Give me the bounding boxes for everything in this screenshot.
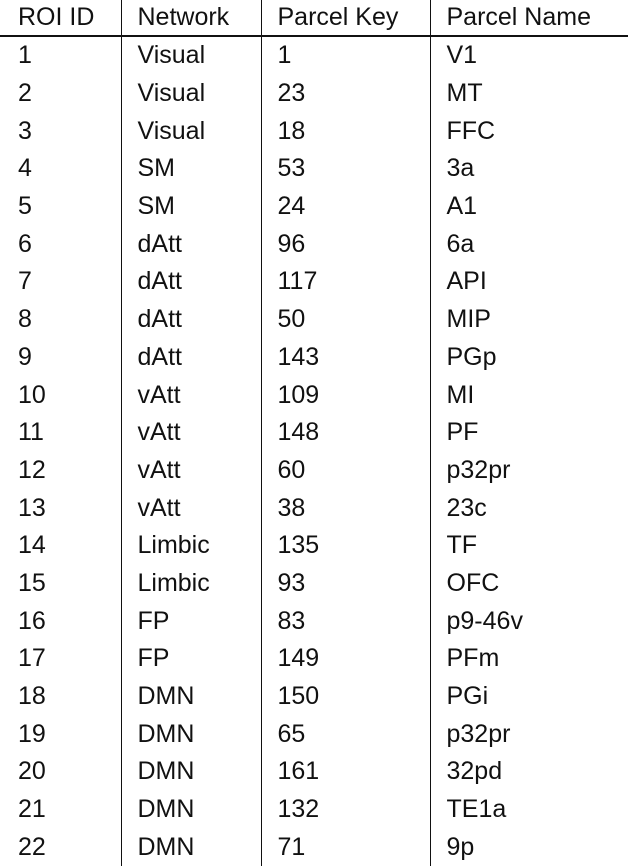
cell-parcel-name: MI xyxy=(430,376,628,414)
cell-roi-id: 13 xyxy=(18,493,46,522)
cell-parcel-key: 71 xyxy=(261,828,430,866)
cell-parcel-key: 50 xyxy=(261,301,430,339)
cell-network: Visual xyxy=(121,112,261,150)
cell-roi-id: 11 xyxy=(18,418,44,447)
cell-roi-id: 20 xyxy=(18,757,46,786)
cell-network: dAtt xyxy=(121,301,261,339)
cell-parcel-name: PF xyxy=(430,414,628,452)
table-row xyxy=(0,225,628,263)
table-row xyxy=(0,791,628,829)
table-row xyxy=(0,263,628,301)
cell-parcel-name: TE1a xyxy=(430,791,628,829)
cell-parcel-key: 53 xyxy=(261,150,430,188)
cell-parcel-name: MIP xyxy=(430,301,628,339)
cell-parcel-key: 60 xyxy=(261,452,430,490)
cell-parcel-key: 23 xyxy=(261,75,430,113)
cell-roi-id: 5 xyxy=(18,192,32,221)
cell-roi-id: 4 xyxy=(18,154,32,183)
table-row xyxy=(0,753,628,791)
cell-parcel-name: 9p xyxy=(430,828,628,866)
cell-parcel-name: MT xyxy=(430,75,628,113)
table-row xyxy=(0,452,628,490)
cell-parcel-name: V1 xyxy=(430,36,628,75)
cell-roi-id: 16 xyxy=(18,606,46,635)
cell-network: DMN xyxy=(121,715,261,753)
table-row xyxy=(0,36,628,75)
cell-network: Limbic xyxy=(121,565,261,603)
cell-parcel-key: 18 xyxy=(261,112,430,150)
cell-network: Visual xyxy=(121,36,261,75)
cell-parcel-name: 3a xyxy=(430,150,628,188)
table-row xyxy=(0,640,628,678)
cell-parcel-key: 143 xyxy=(261,339,430,377)
cell-network: DMN xyxy=(121,753,261,791)
cell-network: dAtt xyxy=(121,225,261,263)
cell-network: SM xyxy=(121,150,261,188)
cell-parcel-key: 132 xyxy=(261,791,430,829)
cell-parcel-key: 65 xyxy=(261,715,430,753)
cell-roi-id: 14 xyxy=(18,531,46,560)
cell-roi-id: 9 xyxy=(18,342,32,371)
table-row xyxy=(0,527,628,565)
cell-network: vAtt xyxy=(121,489,261,527)
header-parcel-key: Parcel Key xyxy=(261,0,430,36)
cell-parcel-key: 148 xyxy=(261,414,430,452)
cell-roi-id: 15 xyxy=(18,568,46,597)
cell-network: vAtt xyxy=(121,414,261,452)
header-row xyxy=(0,0,628,36)
cell-parcel-name: 23c xyxy=(430,489,628,527)
cell-roi-id: 19 xyxy=(18,719,46,748)
cell-network: FP xyxy=(121,602,261,640)
cell-parcel-name: p32pr xyxy=(430,452,628,490)
table-row xyxy=(0,489,628,527)
cell-parcel-key: 161 xyxy=(261,753,430,791)
cell-parcel-key: 135 xyxy=(261,527,430,565)
cell-parcel-name: PGi xyxy=(430,678,628,716)
table-row xyxy=(0,301,628,339)
table-row xyxy=(0,150,628,188)
cell-parcel-key: 96 xyxy=(261,225,430,263)
table-row xyxy=(0,112,628,150)
cell-parcel-key: 1 xyxy=(261,36,430,75)
cell-parcel-key: 38 xyxy=(261,489,430,527)
cell-roi-id: 2 xyxy=(18,79,32,108)
cell-parcel-name: OFC xyxy=(430,565,628,603)
cell-parcel-key: 117 xyxy=(261,263,430,301)
cell-roi-id: 8 xyxy=(18,305,32,334)
cell-network: vAtt xyxy=(121,452,261,490)
table-row xyxy=(0,678,628,716)
cell-network: DMN xyxy=(121,678,261,716)
table-row xyxy=(0,75,628,113)
cell-roi-id: 6 xyxy=(18,229,32,258)
cell-roi-id: 7 xyxy=(18,267,32,296)
table-row xyxy=(0,376,628,414)
cell-parcel-name: 6a xyxy=(430,225,628,263)
cell-network: DMN xyxy=(121,828,261,866)
cell-parcel-name: p9-46v xyxy=(430,602,628,640)
cell-parcel-key: 109 xyxy=(261,376,430,414)
table-body xyxy=(0,36,628,866)
cell-parcel-name: A1 xyxy=(430,188,628,226)
cell-network: Visual xyxy=(121,75,261,113)
table-row xyxy=(0,715,628,753)
cell-network: Limbic xyxy=(121,527,261,565)
header-roi-id: ROI ID xyxy=(18,3,95,31)
cell-roi-id: 3 xyxy=(18,116,32,145)
cell-roi-id: 18 xyxy=(18,682,46,711)
cell-network: SM xyxy=(121,188,261,226)
cell-parcel-key: 24 xyxy=(261,188,430,226)
cell-network: vAtt xyxy=(121,376,261,414)
cell-parcel-name: PFm xyxy=(430,640,628,678)
cell-roi-id: 1 xyxy=(18,41,32,70)
table-row xyxy=(0,602,628,640)
cell-parcel-name: TF xyxy=(430,527,628,565)
cell-network: dAtt xyxy=(121,339,261,377)
table-row xyxy=(0,414,628,452)
table-row xyxy=(0,565,628,603)
cell-parcel-key: 149 xyxy=(261,640,430,678)
cell-roi-id: 21 xyxy=(18,795,46,824)
cell-network: dAtt xyxy=(121,263,261,301)
cell-network: DMN xyxy=(121,791,261,829)
table-header xyxy=(0,0,628,36)
cell-parcel-name: PGp xyxy=(430,339,628,377)
cell-roi-id: 17 xyxy=(18,644,46,673)
cell-parcel-key: 150 xyxy=(261,678,430,716)
cell-roi-id: 22 xyxy=(18,832,46,861)
cell-parcel-name: p32pr xyxy=(430,715,628,753)
table-row xyxy=(0,188,628,226)
cell-parcel-key: 83 xyxy=(261,602,430,640)
cell-parcel-name: API xyxy=(430,263,628,301)
cell-parcel-key: 93 xyxy=(261,565,430,603)
table-row xyxy=(0,828,628,866)
cell-roi-id: 10 xyxy=(18,380,46,409)
table-row xyxy=(0,339,628,377)
cell-network: FP xyxy=(121,640,261,678)
cell-parcel-name: 32pd xyxy=(430,753,628,791)
header-network: Network xyxy=(121,0,261,36)
header-parcel-name: Parcel Name xyxy=(430,0,628,36)
cell-roi-id: 12 xyxy=(18,455,46,484)
cell-parcel-name: FFC xyxy=(430,112,628,150)
